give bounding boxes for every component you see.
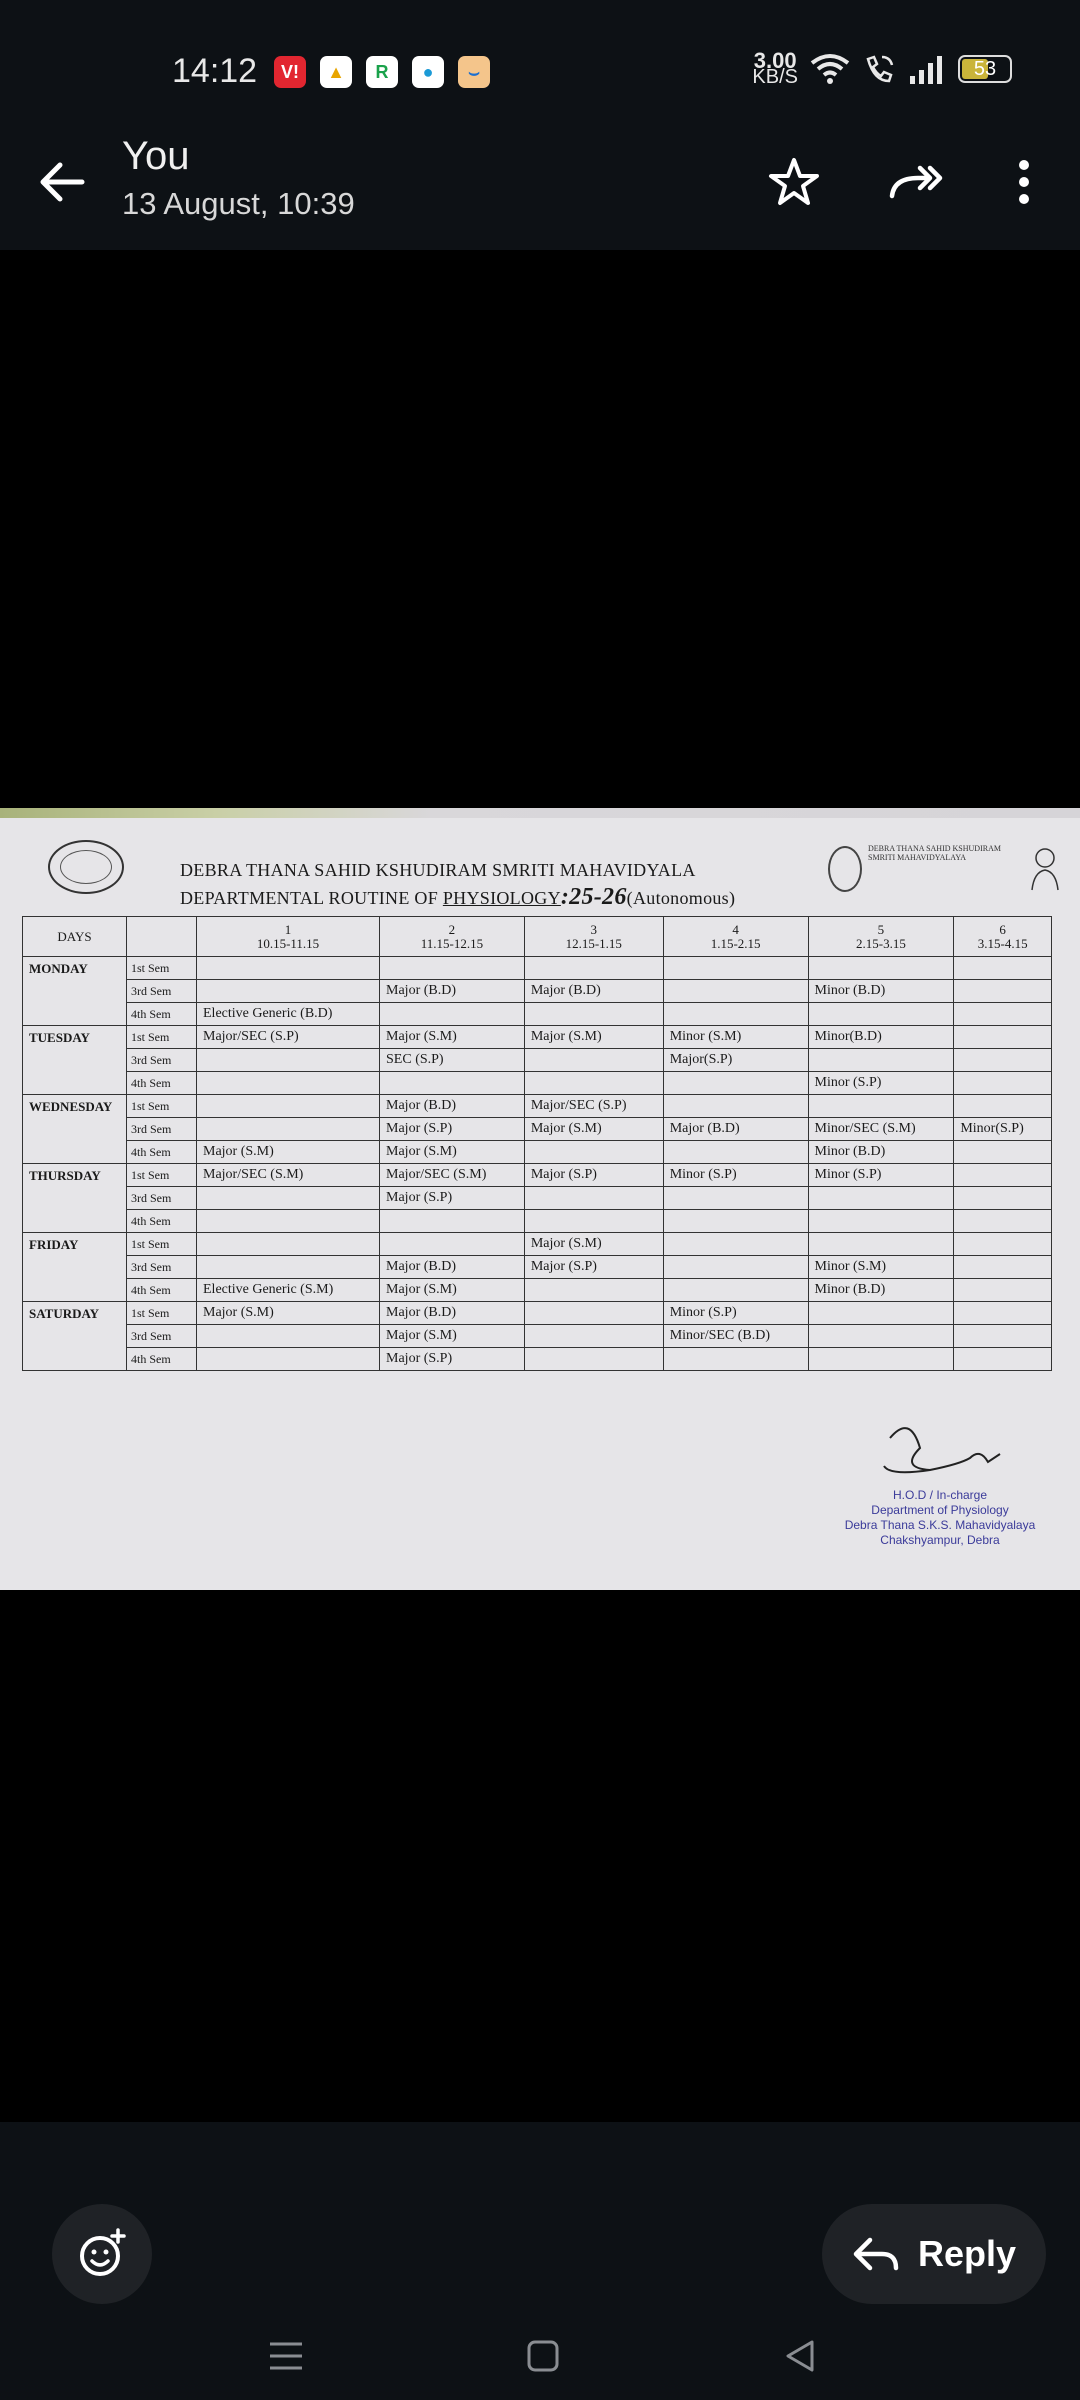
class-cell [197,1072,380,1095]
college-seal-right [828,846,862,892]
class-cell [663,1233,808,1256]
period-header [197,917,380,957]
class-cell [197,1118,380,1141]
table-row [23,1233,1052,1256]
class-cell [663,1141,808,1164]
class-cell [524,1141,663,1164]
period-header [808,917,954,957]
class-cell: Minor(B.D) [808,1026,954,1049]
class-cell [808,1302,954,1325]
app-bar [0,120,1080,250]
semester-cell: 4th Sem [127,1003,197,1026]
class-cell: Minor/SEC (B.D) [663,1325,808,1348]
period-time: 10.15-11.15 [256,935,320,951]
semester-cell: 1st Sem [127,957,197,980]
class-cell: Major (S.P) [524,1256,663,1279]
semester-cell: 3rd Sem [127,1118,197,1141]
back-nav-icon[interactable] [780,2336,820,2376]
class-cell [663,1095,808,1118]
class-cell [524,1072,663,1095]
routine-title: DEPARTMENTAL ROUTINE OF PHYSIOLOGY:25-26(Autonomous) [180,884,736,910]
class-cell [197,980,380,1003]
class-cell [197,1256,380,1279]
class-cell [524,1302,663,1325]
class-cell [954,1026,1052,1049]
class-cell: Major (S.M) [524,1118,663,1141]
home-icon[interactable] [523,2336,563,2376]
reply-button[interactable] [822,2204,1046,2304]
class-cell [524,1003,663,1026]
class-cell [954,1095,1052,1118]
semester-cell: 3rd Sem [127,1187,197,1210]
table-row [23,1210,1052,1233]
class-cell [954,1325,1052,1348]
class-cell: Minor(S.P) [954,1118,1052,1141]
class-cell [954,1348,1052,1371]
class-cell: Major/SEC (S.M) [380,1164,525,1187]
class-cell [663,1279,808,1302]
class-cell [524,1187,663,1210]
semester-cell: 3rd Sem [127,1256,197,1279]
table-row [23,1302,1052,1325]
vi-app-icon: V! [274,56,306,88]
semester-cell: 4th Sem [127,1210,197,1233]
notification-icons [274,56,490,88]
class-cell: Major (S.P) [524,1164,663,1187]
days-header: DAYS [23,917,127,957]
class-cell [808,957,954,980]
class-cell [663,1072,808,1095]
class-cell: SEC (S.P) [380,1049,525,1072]
rapido-app-icon: R [366,56,398,88]
class-cell [663,1003,808,1026]
class-cell: Major (B.D) [380,1256,525,1279]
period-number: 1 [284,921,292,937]
day-cell: SATURDAY [23,1302,127,1371]
semester-cell: 1st Sem [127,1302,197,1325]
battery-icon: 53 [958,55,1012,83]
table-row [23,1256,1052,1279]
class-cell: Major(S.P) [663,1049,808,1072]
network-speed: 3.00 KB/S [752,48,798,88]
class-cell: Major (S.P) [380,1348,525,1371]
class-cell [808,1325,954,1348]
table-row [23,1141,1052,1164]
semester-cell: 3rd Sem [127,1325,197,1348]
period-time: 1.15-2.15 [710,935,761,951]
back-arrow-icon[interactable] [32,152,92,212]
table-row [23,1187,1052,1210]
period-time: 12.15-1.15 [565,935,622,951]
class-cell: Minor (B.D) [808,1141,954,1164]
period-number: 3 [590,921,598,937]
class-cell [954,1164,1052,1187]
react-emoji-button[interactable] [52,2204,152,2304]
class-cell [954,1049,1052,1072]
class-cell: Elective Generic (B.D) [197,1003,380,1026]
reply-arrow-icon [852,2234,900,2274]
semester-cell: 3rd Sem [127,980,197,1003]
class-cell [197,1348,380,1371]
signature-scribble [870,1418,1020,1498]
table-row [23,1003,1052,1026]
star-icon[interactable] [762,150,826,214]
class-cell: Major (S.M) [197,1302,380,1325]
class-cell [954,1003,1052,1026]
period-header [663,917,808,957]
class-cell: Major (B.D) [524,980,663,1003]
class-cell: Major (S.M) [380,1141,525,1164]
class-cell: Major (S.M) [380,1026,525,1049]
class-cell: Major (S.M) [380,1325,525,1348]
amazon-app-icon: ⌣ [458,56,490,88]
class-cell [663,1348,808,1371]
class-cell [954,980,1052,1003]
class-cell [524,1210,663,1233]
class-cell: Minor (B.D) [808,980,954,1003]
semester-cell: 1st Sem [127,1233,197,1256]
wifi-icon [810,53,850,85]
class-cell [954,1210,1052,1233]
status-time: 14:12 [172,52,258,90]
sbi-card-app-icon: ● [412,56,444,88]
table-row [23,1325,1052,1348]
period-time: 2.15-3.15 [856,935,906,951]
class-cell [954,1141,1052,1164]
semester-cell: 1st Sem [127,1095,197,1118]
class-cell: Minor (S.M) [663,1026,808,1049]
class-cell [380,1233,525,1256]
class-cell [954,1279,1052,1302]
table-row [23,980,1052,1003]
period-time: 11.15-12.15 [420,935,484,951]
drive-app-icon: ▲ [320,56,352,88]
day-cell: THURSDAY [23,1164,127,1233]
table-row [23,1279,1052,1302]
semester-cell: 4th Sem [127,1141,197,1164]
table-row [23,1164,1052,1187]
class-cell [954,1302,1052,1325]
signal-icon [908,54,946,84]
class-cell: Major (S.P) [380,1118,525,1141]
class-cell: Minor (S.P) [663,1164,808,1187]
class-cell [197,1095,380,1118]
class-cell [663,1187,808,1210]
semester-cell: 4th Sem [127,1348,197,1371]
class-cell [808,1348,954,1371]
class-cell [524,1279,663,1302]
class-cell: Major (S.M) [197,1141,380,1164]
class-cell [663,980,808,1003]
semester-cell: 3rd Sem [127,1049,197,1072]
period-number: 6 [999,921,1006,937]
class-cell [197,1233,380,1256]
class-cell [524,1049,663,1072]
period-header [954,917,1052,957]
class-cell [808,1095,954,1118]
class-cell [808,1049,954,1072]
class-cell [954,1187,1052,1210]
table-row [23,1049,1052,1072]
class-cell: Major (S.P) [380,1187,525,1210]
table-row [23,1118,1052,1141]
class-cell [954,1233,1052,1256]
class-cell [197,1325,380,1348]
period-header [380,917,525,957]
class-cell [524,1325,663,1348]
class-cell [663,1210,808,1233]
class-cell: Minor (B.D) [808,1279,954,1302]
period-number: 2 [448,921,456,937]
semester-cell: 4th Sem [127,1072,197,1095]
class-cell [524,957,663,980]
bottom-bar [0,2122,1080,2400]
class-cell [197,1049,380,1072]
status-bar [0,0,1080,120]
class-cell: Major/SEC (S.P) [197,1026,380,1049]
class-cell [808,1233,954,1256]
class-cell: Major (B.D) [380,1095,525,1118]
day-cell: WEDNESDAY [23,1095,127,1164]
class-cell [380,957,525,980]
period-header [524,917,663,957]
period-time: 3.15-4.15 [977,935,1028,951]
period-number: 5 [877,921,885,937]
message-timestamp: 13 August, 10:39 [122,186,355,221]
hod-signature: H.O.D / In-charge Department of Physiology Debra Thana S.K.S. Mahavidyalaya Chakshyampur, Debra [844,1488,1036,1547]
class-cell: Minor (S.P) [808,1072,954,1095]
class-cell: Major/SEC (S.P) [524,1095,663,1118]
period-number: 4 [732,921,739,937]
table-row [23,1072,1052,1095]
more-options-icon[interactable] [992,150,1056,214]
class-cell: Major (B.D) [663,1118,808,1141]
recent-apps-icon[interactable] [266,2336,306,2376]
class-cell [808,1210,954,1233]
routine-table [22,916,1052,1371]
class-cell [380,1003,525,1026]
table-row [23,957,1052,980]
class-cell [380,1072,525,1095]
class-cell [954,1072,1052,1095]
class-cell [380,1210,525,1233]
class-cell [954,1256,1052,1279]
sender-name: You [122,134,190,178]
day-cell: TUESDAY [23,1026,127,1095]
class-cell [663,1256,808,1279]
day-cell: MONDAY [23,957,127,1026]
class-cell [197,1187,380,1210]
class-cell: Minor (S.M) [808,1256,954,1279]
class-cell: Major (B.D) [380,980,525,1003]
semester-cell: 4th Sem [127,1279,197,1302]
class-cell [524,1348,663,1371]
class-cell: Elective Generic (S.M) [197,1279,380,1302]
table-row [23,1095,1052,1118]
portrait-sketch [1028,844,1062,892]
semester-cell: 1st Sem [127,1026,197,1049]
college-seal-left [48,840,124,894]
class-cell: Minor (S.P) [663,1302,808,1325]
reply-label: Reply [917,2233,1017,2274]
table-row [23,1026,1052,1049]
class-cell: Major (B.D) [380,1302,525,1325]
class-cell: Minor/SEC (S.M) [808,1118,954,1141]
class-cell [808,1003,954,1026]
sem-header [127,917,197,957]
day-cell: FRIDAY [23,1233,127,1302]
class-cell: Major (S.M) [380,1279,525,1302]
class-cell: Major (S.M) [524,1233,663,1256]
class-cell [663,957,808,980]
class-cell [197,957,380,980]
image-preview[interactable] [0,808,1080,1590]
table-row [23,1348,1052,1371]
letterhead-text: DEBRA THANA SAHID KSHUDIRAM SMRITI MAHAVIDYALAYA [868,844,1001,862]
class-cell [954,957,1052,980]
status-indicators [752,48,1012,88]
add-reaction-icon [74,2226,130,2282]
class-cell: Major (S.M) [524,1026,663,1049]
photo-edge [0,808,1080,818]
wifi-calling-icon [862,53,896,85]
class-cell: Minor (S.P) [808,1164,954,1187]
forward-all-icon[interactable] [884,150,948,214]
class-cell [808,1187,954,1210]
class-cell [197,1210,380,1233]
table-header-row [23,917,1052,957]
semester-cell: 1st Sem [127,1164,197,1187]
college-name: DEBRA THANA SAHID KSHUDIRAM SMRITI MAHAVIDYALA [180,860,696,880]
class-cell: Major/SEC (S.M) [197,1164,380,1187]
